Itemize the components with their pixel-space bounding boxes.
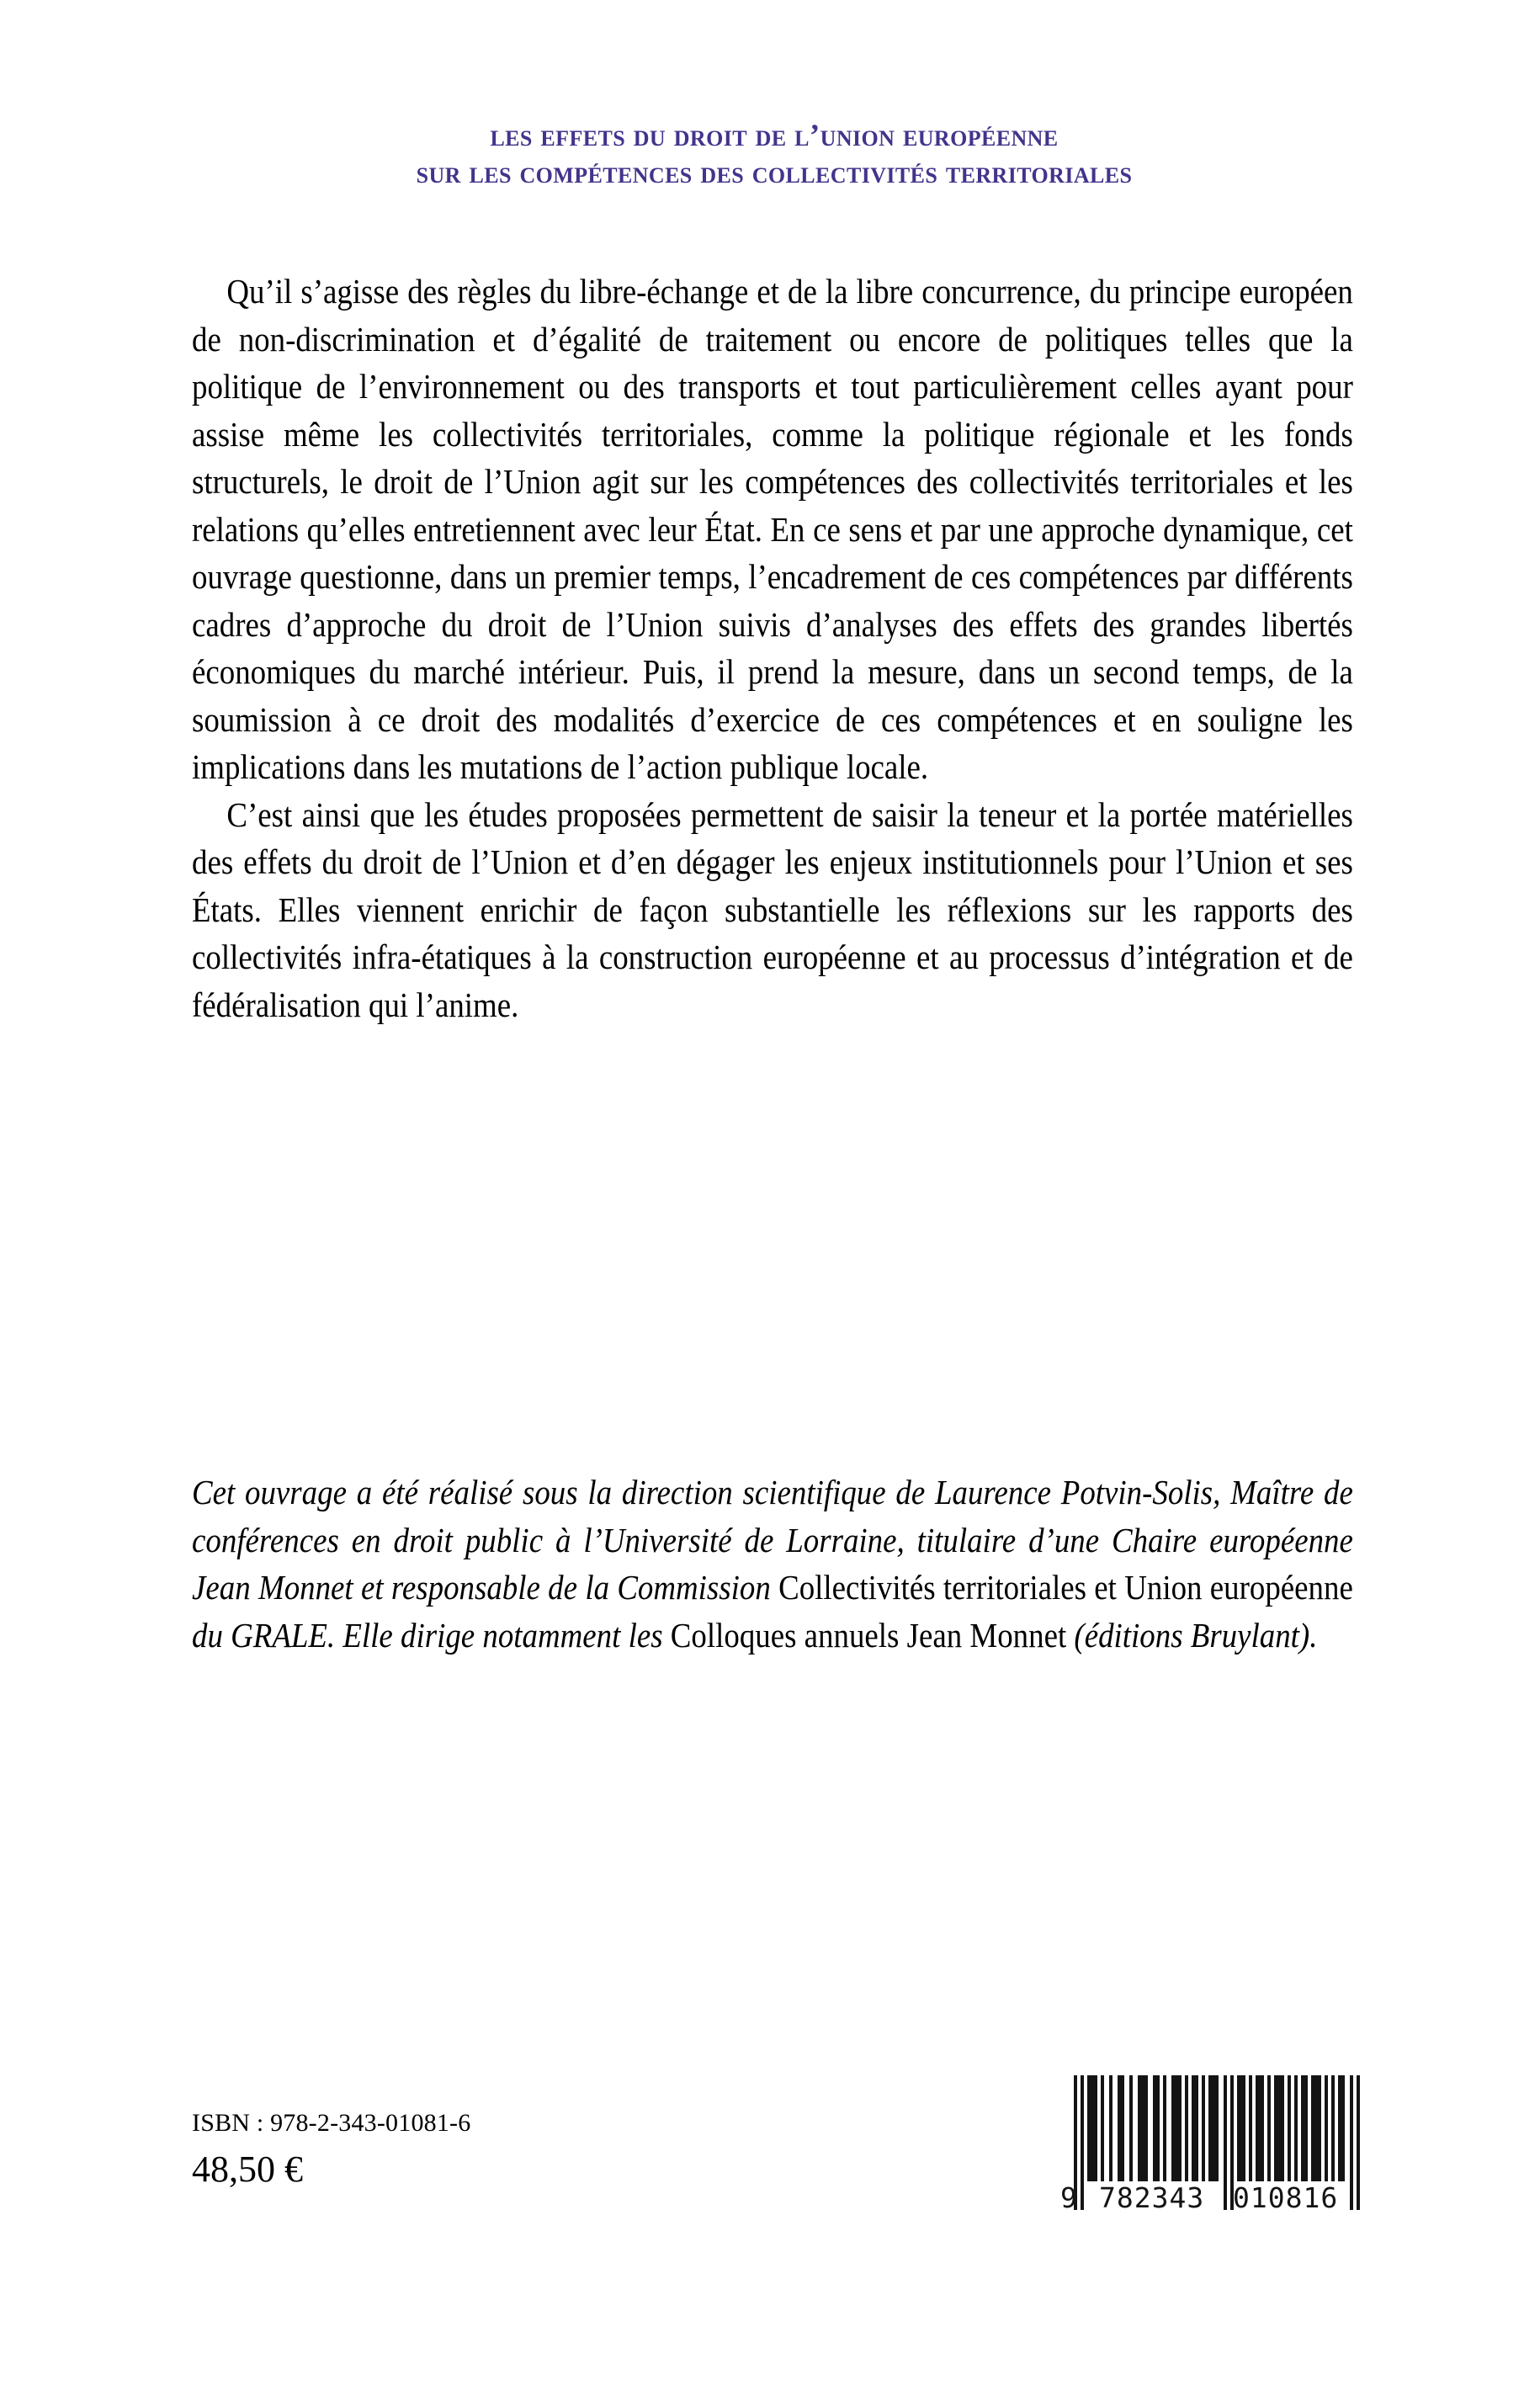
credit-segment-3: du GRALE. Elle dirige notamment les	[192, 1615, 671, 1655]
barcode-left-group: 782343	[1099, 2181, 1205, 2214]
credit-note	[192, 1469, 1353, 1659]
credit-segment-4: Colloques annuels Jean Monnet	[670, 1615, 1075, 1655]
barcode-right-group: 010816	[1233, 2181, 1339, 2214]
blurb-paragraph-2	[192, 791, 1353, 1029]
credit-segment-5: (éditions Bruylant).	[1074, 1615, 1318, 1655]
isbn-text: ISBN : 978-2-343-01081-6	[192, 2109, 471, 2137]
blurb-paragraph-1-text: Qu’il s’agisse des règles du libre-échange et de la libre concurrence, du principe européen de non-discrimination et d’égalité de traitement ou encore de politiques telles que la politique de l’environnement ou des transports et tout particulièrement celles ayant pour assise même les collectivités territoriales, comme la politique régionale et les fonds structurels, le droit de l’Union agit sur les compétences des collectivités territoriales et les relations qu’elles entretiennent avec leur État. En ce sens et par une approche dynamique, cet ouvrage questionne, dans un premier temps, l’encadrement de ces compétences par différents cadres d’approche du droit de l’Union suivis d’analyses des effets des grandes libertés économiques du marché intérieur. Puis, il prend la mesure, dans un second temps, de la soumission à ce droit des modalités d’exercice de ces compétences et en souligne les implications dans les mutations de l’action publique locale.	[192, 272, 1353, 786]
credit-segment-2: Collectivités territoriales et Union européenne	[778, 1568, 1353, 1607]
blurb-paragraph-2-text: C’est ainsi que les études proposées permettent de saisir la teneur et la portée matérielles des effets du droit de l’Union et d’en dégager les enjeux institutionnels pour l’Union et ses États. Elles viennent enrichir de façon substantielle les réflexions sur les rapports des collectivités infra-étatiques à la construction européenne et au processus d’intégration et de fédéralisation qui l’anime.	[192, 794, 1353, 1024]
blurb-text	[192, 268, 1353, 1028]
title-line-2: sur les compétences des collectivités territoriales	[416, 156, 1133, 190]
barcode-lead-digit: 9	[1060, 2181, 1078, 2214]
credit-segment-1: Cet ouvrage a été réalisé sous la direction scientifique de Laurence Potvin-Solis, Maître de conférences en droit public à l’Université de Lorraine, titulaire d’une Chaire européenne Jean Monnet et responsable de la Commission	[192, 1473, 1353, 1607]
credit-paragraph	[192, 1469, 1353, 1659]
blurb-paragraph-1	[192, 268, 1353, 791]
barcode-digits	[1059, 2181, 1373, 2217]
page-title	[192, 118, 1357, 192]
title-line-1: les effets du droit de l’union européenne	[490, 119, 1059, 153]
price-text: 48,50 €	[192, 2149, 303, 2190]
